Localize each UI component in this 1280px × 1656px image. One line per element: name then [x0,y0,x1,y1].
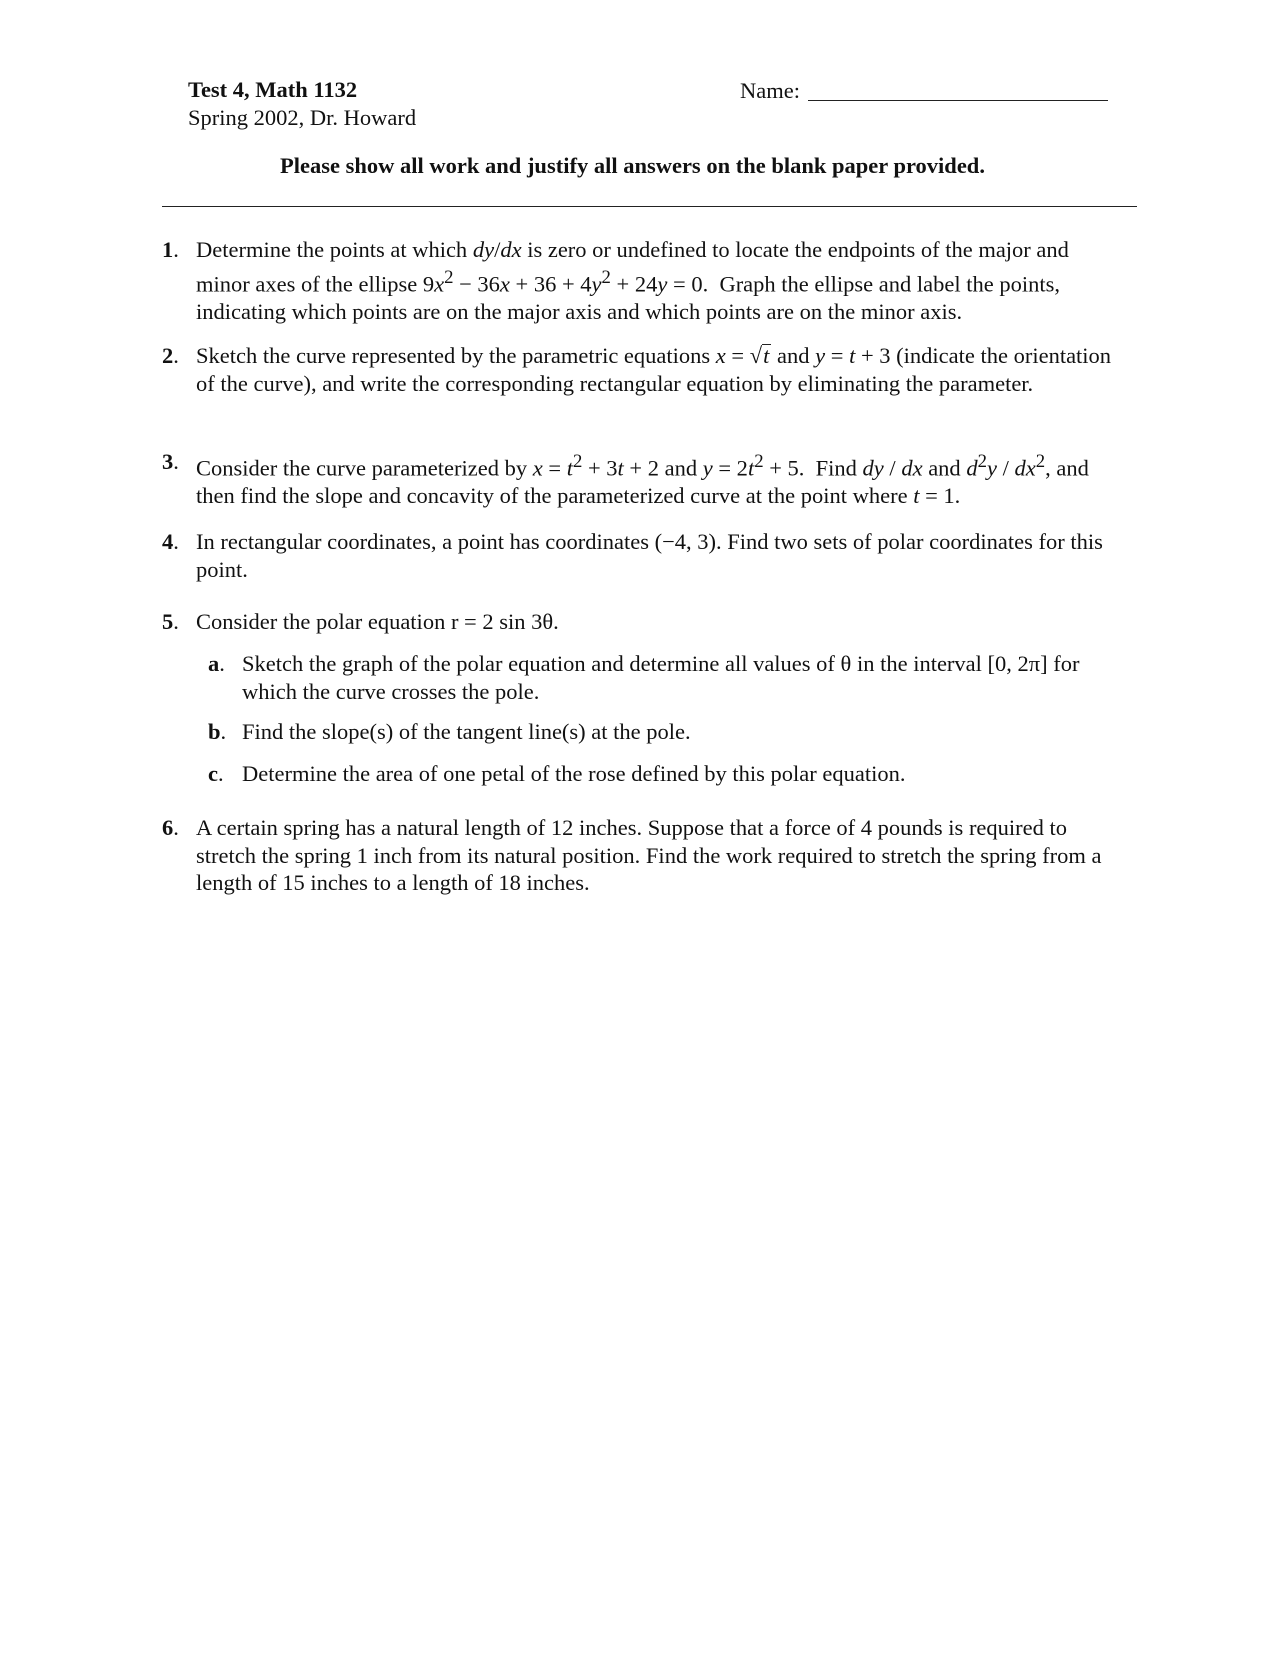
part-letter: c. [208,761,224,786]
name-label: Name: [740,78,800,103]
problem-text: Sketch the curve represented by the parametric equations x = √t and y = t + 3 (indicate the orientation of the curve), and write the corresponding rectangular equation by eliminating the parameter. [196,343,1112,396]
name-blank-line [808,76,1108,101]
problem-6 [162,814,1122,897]
term-instructor: Spring 2002, Dr. Howard [188,104,417,130]
problem-text: Consider the polar equation r = 2 sin 3θ. [196,609,559,634]
problem-number: 3. [162,449,179,474]
problem-5-part-c [208,760,1123,788]
problem-text: In rectangular coordinates, a point has coordinates (−4, 3). Find two sets of polar coordinates for this point. [196,529,1103,582]
problem-text: Consider the curve parameterized by $x = t^2 + 3t + 2$ and $y = 2t^2 + 5$. Find dy / dx and $d^2y / dx^2$, and then find the slope and concavity of the parameterized curve at the point where t = 1. [196,451,1089,508]
problem-5-part-b [208,718,1123,746]
problem-number: 4. [162,529,179,554]
problem-5 [162,608,1122,636]
part-text: Determine the area of one petal of the rose defined by this polar equation. [242,761,906,786]
problem-2 [162,342,1122,397]
problem-5-part-a [208,650,1123,705]
problem-3 [162,448,1122,510]
name-field [740,76,1108,105]
problem-text: Determine the points at which dy/dx is zero or undefined to locate the endpoints of the major and minor axes of the ellipse $9x^2 - 36x + 36 + 4y^2 + 24y = 0$. Graph the ellipse and label the points, indicating which points are on the major axis and which points are on the minor axis. [196,237,1069,324]
course-title: Test 4, Math 1132 [188,77,358,102]
part-text: Find the slope(s) of the tangent line(s) at the pole. [242,719,691,744]
problem-number: 1. [162,237,179,262]
part-letter: a. [208,651,225,676]
problem-4 [162,528,1122,583]
problem-number: 5. [162,609,179,634]
problem-number: 2. [162,343,179,368]
instructions: Please show all work and justify all answers on the blank paper provided. [280,153,985,178]
problem-1 [162,236,1122,325]
header-left [188,76,416,131]
problem-text: A certain spring has a natural length of 12 inches. Suppose that a force of 4 pounds is required to stretch the spring 1 inch from its natural position. Find the work required to stretch the spring from a length of 15 inches to a length of 18 inches. [196,815,1102,895]
part-text: Sketch the graph of the polar equation and determine all values of θ in the interval [0, 2π] for which the curve crosses the pole. [242,651,1080,704]
problem-number: 6. [162,815,179,840]
header-divider [162,206,1137,207]
part-letter: b. [208,719,227,744]
